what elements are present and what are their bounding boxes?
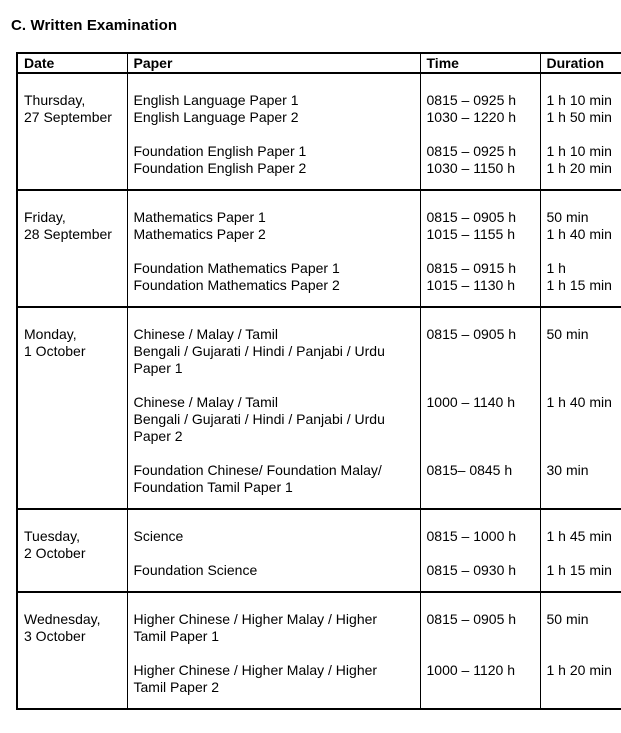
duration-value: 1 h 50 min <box>546 109 612 125</box>
empty-line <box>427 343 540 360</box>
date-cell <box>17 307 127 509</box>
section-title: C. Written Examination <box>11 17 178 34</box>
empty-line <box>427 628 540 645</box>
table-row <box>17 73 621 190</box>
duration-value: 1 h 20 min <box>546 160 612 176</box>
weekday-label: Thursday, <box>24 92 86 108</box>
weekday-label: Wednesday, <box>24 611 101 627</box>
paper-line: Foundation Mathematics Paper 1 <box>133 260 340 276</box>
duration-value: 1 h 15 min <box>546 562 612 578</box>
group-spacer <box>547 545 621 562</box>
paper-line: Foundation English Paper 1 <box>133 143 307 159</box>
empty-line <box>547 428 621 445</box>
empty-line <box>547 628 621 645</box>
date-cell <box>17 509 127 592</box>
duration-value: 50 min <box>546 209 589 225</box>
table-row <box>17 307 621 509</box>
duration-value: 1 h <box>546 260 566 276</box>
duration-cell <box>540 592 621 709</box>
duration-cell <box>540 73 621 190</box>
time-value: 1000 – 1120 h <box>426 662 515 678</box>
group-spacer <box>134 645 420 662</box>
duration-cell <box>540 307 621 509</box>
group-spacer <box>134 243 420 260</box>
paper-line: Chinese / Malay / Tamil <box>133 394 278 410</box>
time-cell <box>420 73 540 190</box>
time-value: 0815 – 0925 h <box>426 92 517 108</box>
paper-line: English Language Paper 1 <box>133 92 299 108</box>
duration-value: 1 h 10 min <box>546 143 612 159</box>
paper-line: Tamil Paper 1 <box>133 628 220 644</box>
group-spacer <box>547 445 621 462</box>
paper-line: English Language Paper 2 <box>133 109 299 125</box>
paper-line: Bengali / Gujarati / Hindi / Panjabi / Urdu <box>133 343 385 359</box>
paper-line: Paper 1 <box>133 360 183 376</box>
group-spacer <box>547 645 621 662</box>
exam-body <box>17 73 621 709</box>
duration-value: 50 min <box>546 611 589 627</box>
time-value: 1030 – 1150 h <box>426 160 515 176</box>
paper-line: Chinese / Malay / Tamil <box>133 326 278 342</box>
paper-line: Mathematics Paper 1 <box>133 209 266 225</box>
time-value: 1030 – 1220 h <box>426 109 517 125</box>
time-value: 1015 – 1155 h <box>426 226 515 242</box>
date-label: 2 October <box>24 545 86 561</box>
paper-line: Science <box>133 528 184 544</box>
table-row <box>17 190 621 307</box>
date-label: 28 September <box>24 226 112 242</box>
paper-line: Mathematics Paper 2 <box>133 226 266 242</box>
paper-line: Foundation Tamil Paper 1 <box>133 479 293 495</box>
paper-line: Higher Chinese / Higher Malay / Higher <box>133 662 378 678</box>
group-spacer <box>134 445 420 462</box>
paper-line: Foundation Science <box>133 562 258 578</box>
date-label: 3 October <box>24 628 86 644</box>
duration-value: 1 h 20 min <box>546 662 612 678</box>
table-row <box>17 592 621 709</box>
weekday-label: Tuesday, <box>24 528 81 544</box>
empty-line <box>547 411 621 428</box>
group-spacer <box>134 126 420 143</box>
time-value: 1000 – 1140 h <box>426 394 515 410</box>
header-time: Time <box>420 53 540 73</box>
header-duration: Duration <box>540 53 621 73</box>
paper-line: Foundation Mathematics Paper 2 <box>133 277 340 293</box>
duration-value: 1 h 10 min <box>546 92 612 108</box>
empty-line <box>427 679 540 696</box>
empty-line <box>547 343 621 360</box>
empty-line <box>427 360 540 377</box>
empty-line <box>427 479 540 496</box>
time-value: 0815– 0845 h <box>426 462 513 478</box>
paper-cell <box>127 592 420 709</box>
group-spacer <box>547 377 621 394</box>
paper-cell <box>127 190 420 307</box>
group-spacer <box>427 545 540 562</box>
table-row <box>17 509 621 592</box>
duration-value: 50 min <box>546 326 589 342</box>
time-cell <box>420 592 540 709</box>
paper-line: Foundation English Paper 2 <box>133 160 307 176</box>
header-row <box>17 53 621 73</box>
empty-line <box>547 679 621 696</box>
group-spacer <box>547 243 621 260</box>
duration-value: 1 h 40 min <box>546 226 612 242</box>
paper-cell <box>127 73 420 190</box>
group-spacer <box>427 126 540 143</box>
header-paper: Paper <box>127 53 420 73</box>
header-date: Date <box>17 53 127 73</box>
group-spacer <box>427 377 540 394</box>
group-spacer <box>547 126 621 143</box>
paper-line: Tamil Paper 2 <box>133 679 220 695</box>
group-spacer <box>427 645 540 662</box>
date-cell <box>17 592 127 709</box>
time-value: 0815 – 0930 h <box>426 562 517 578</box>
time-value: 0815 – 1000 h <box>426 528 517 544</box>
exam-schedule-table <box>16 52 621 710</box>
paper-cell <box>127 307 420 509</box>
time-cell <box>420 509 540 592</box>
duration-value: 1 h 45 min <box>546 528 612 544</box>
time-value: 0815 – 0905 h <box>426 326 517 342</box>
time-value: 0815 – 0905 h <box>426 209 517 225</box>
date-cell <box>17 190 127 307</box>
date-label: 27 September <box>24 109 112 125</box>
empty-line <box>547 479 621 496</box>
empty-line <box>427 411 540 428</box>
group-spacer <box>427 445 540 462</box>
duration-value: 1 h 40 min <box>546 394 612 410</box>
empty-line <box>547 360 621 377</box>
group-spacer <box>134 545 420 562</box>
weekday-label: Monday, <box>24 326 77 342</box>
empty-line <box>427 428 540 445</box>
date-label: 1 October <box>24 343 86 359</box>
weekday-label: Friday, <box>24 209 66 225</box>
group-spacer <box>427 243 540 260</box>
paper-line: Foundation Chinese/ Foundation Malay/ <box>133 462 382 478</box>
duration-cell <box>540 509 621 592</box>
duration-cell <box>540 190 621 307</box>
duration-value: 1 h 15 min <box>546 277 612 293</box>
time-cell <box>420 190 540 307</box>
time-value: 0815 – 0905 h <box>426 611 517 627</box>
time-cell <box>420 307 540 509</box>
time-value: 1015 – 1130 h <box>426 277 515 293</box>
duration-value: 30 min <box>546 462 589 478</box>
group-spacer <box>134 377 420 394</box>
paper-cell <box>127 509 420 592</box>
paper-line: Higher Chinese / Higher Malay / Higher <box>133 611 378 627</box>
paper-line: Bengali / Gujarati / Hindi / Panjabi / Urdu <box>133 411 385 427</box>
date-cell <box>17 73 127 190</box>
time-value: 0815 – 0915 h <box>426 260 517 276</box>
time-value: 0815 – 0925 h <box>426 143 517 159</box>
paper-line: Paper 2 <box>133 428 183 444</box>
